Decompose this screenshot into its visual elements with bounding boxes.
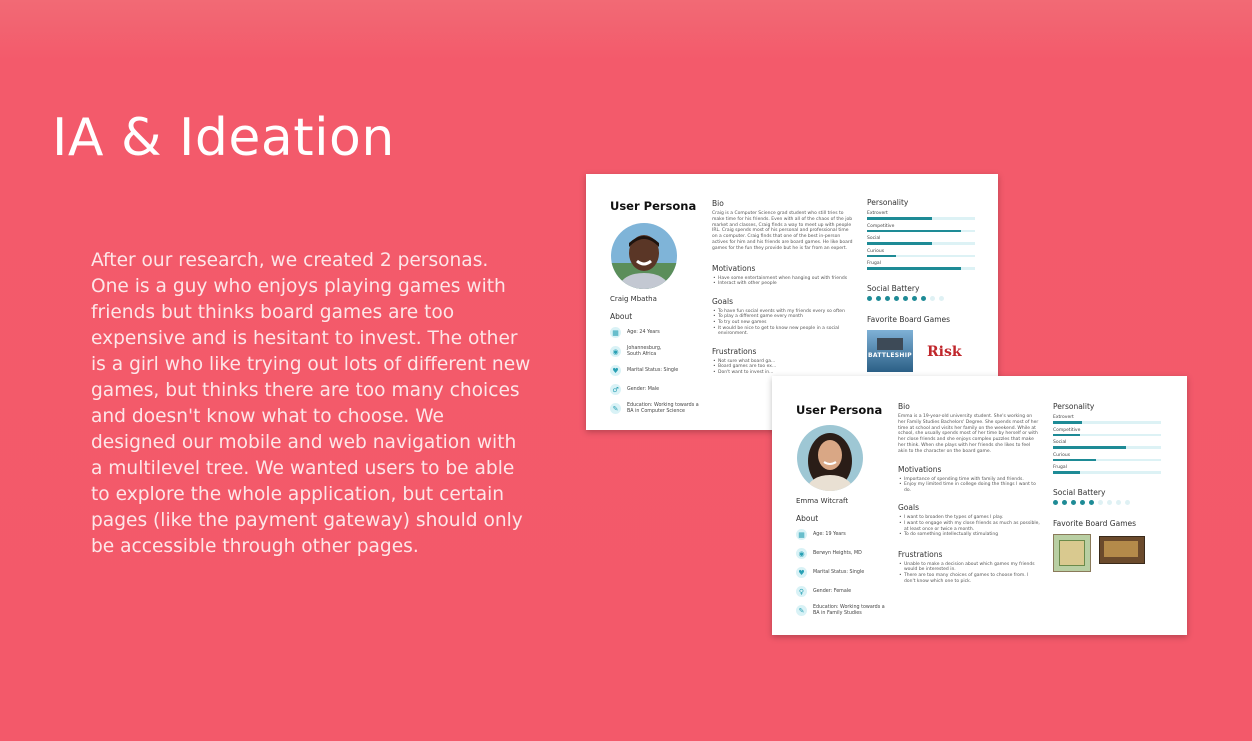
battery-dot <box>1098 500 1103 505</box>
battery-dot <box>876 296 881 301</box>
social-battery-heading: Social Battery <box>867 283 920 293</box>
list-item: • Importance of spending time with family and friends. <box>898 477 1041 483</box>
trait-bar <box>1053 446 1161 449</box>
persona-card-emma <box>772 376 1187 635</box>
battery-dot <box>1089 500 1094 505</box>
about-heading: About <box>796 514 819 523</box>
frustrations-heading: Frustrations <box>712 346 757 356</box>
list-item: • Not sure what board ga... <box>712 359 854 365</box>
persona-name: Craig Mbatha <box>610 295 657 303</box>
trait-label: Competitive <box>1053 427 1081 433</box>
description-text: After our research, we created 2 personas. One is a guy who enjoys playing games with friends but thinks board games are too expensive and is hesitant to invest. The other is a girl who like trying out lots of different new games, but thinks there are too many choices and doesn't know what to choose. We designed our mobile and web navigation with a multilevel tree. We wanted users to be able to explore the whole application, but certain pages (like the payment gateway) should only be accessible through other pages. <box>91 250 531 557</box>
persona-right-column <box>1053 402 1165 572</box>
battery-dot <box>885 296 890 301</box>
game-box-image <box>1053 534 1091 572</box>
frustrations-list <box>898 562 1041 584</box>
list-item: • To play a different game every month <box>712 314 854 320</box>
persona-right-column <box>867 198 979 372</box>
frustrations-list <box>712 359 854 376</box>
goals-heading: Goals <box>898 503 919 513</box>
avatar <box>611 223 677 289</box>
frustrations-heading: Frustrations <box>898 549 943 559</box>
battery-dot <box>1125 500 1130 505</box>
persona-heading: User Persona <box>610 199 697 213</box>
trait-bar-fill <box>867 267 961 270</box>
about-list <box>796 527 886 618</box>
trait-bar <box>867 255 975 258</box>
list-item: • I want to broaden the types of games I play. <box>898 515 1041 521</box>
persona-heading: User Persona <box>796 403 883 417</box>
trait-bar <box>867 217 975 220</box>
about-location: ◉ Berwyn Heights, MD <box>796 546 886 561</box>
battery-dot <box>921 296 926 301</box>
trait-bar-fill <box>1053 471 1080 474</box>
list-item: • There are too many choices of games to choose from. I don't know which one to pick. <box>898 573 1041 584</box>
favorite-games-heading: Favorite Board Games <box>1053 518 1137 528</box>
trait-bar <box>867 230 975 233</box>
game-board-image <box>1099 536 1145 564</box>
bio-text: Craig is a Computer Science grad student who still tries to make time for his friends. Even with all of the chaos of the job market and classes, Craig finds a way to meet up with people IRL. Craig spends most of his personal and professional time on a computer. Craig finds that one of the best in-person actives for him and his friends are board games. He like board games for the fun they provide but he is far from an expert. <box>712 211 853 251</box>
about-list <box>610 325 700 416</box>
trait-bar-fill <box>867 230 961 233</box>
battery-dot <box>930 296 935 301</box>
about-location: ◉ Johannesburg, South Africa <box>610 344 700 359</box>
risk-game-logo: Risk <box>927 343 962 360</box>
persona-middle-column <box>898 402 1041 584</box>
about-education: ✎ Education: Working towards a BA in Family Studies <box>796 603 886 618</box>
list-item: • Enjoy my limited time in college doing the things I want to do. <box>898 482 1041 493</box>
list-item: • Don't want to invest in... <box>712 370 854 376</box>
trait-bar-fill <box>1053 446 1126 449</box>
battery-dot <box>912 296 917 301</box>
persona-middle-column <box>712 199 854 376</box>
trait-bar-fill <box>1053 421 1082 424</box>
list-item: • Interact with other people <box>712 281 854 287</box>
list-item: • Unable to make a decision about which games my friends would be interested in. <box>898 562 1041 573</box>
motivations-list <box>712 276 854 287</box>
social-battery-dots <box>1053 500 1165 505</box>
list-item: • To do something intellectually stimulating <box>898 532 1041 538</box>
trait-bar <box>1053 434 1161 437</box>
battery-dot <box>1107 500 1112 505</box>
favorite-games <box>1053 534 1165 572</box>
trait-bar <box>1053 471 1161 474</box>
battery-dot <box>939 296 944 301</box>
graduation-icon: ✎ <box>796 605 807 616</box>
persona-left-column <box>610 199 700 416</box>
persona-left-column <box>796 403 886 618</box>
page-title: IA & Ideation <box>52 108 395 168</box>
trait-bar-fill <box>1053 459 1096 462</box>
about-marital: ♥ Marital Status: Single <box>796 565 886 580</box>
about-marital: ♥ Marital Status: Single <box>610 363 700 378</box>
battery-dot <box>867 296 872 301</box>
social-battery-dots <box>867 296 979 301</box>
trait-bar <box>867 267 975 270</box>
location-icon: ◉ <box>610 346 621 357</box>
trait-label: Extrovert <box>1053 415 1074 420</box>
trait-bar-fill <box>1053 434 1080 437</box>
trait-bar <box>1053 459 1161 462</box>
trait-label: Competitive <box>867 223 895 229</box>
calendar-icon: ▦ <box>610 327 621 338</box>
trait-label: Frugal <box>867 261 881 266</box>
list-item: • To have fun social events with my friends every so often <box>712 309 854 315</box>
gender-icon: ♂ <box>610 384 621 395</box>
trait-bar-fill <box>867 242 932 245</box>
trait-label: Social <box>867 236 881 241</box>
trait-bar <box>1053 421 1161 424</box>
social-battery-heading: Social Battery <box>1053 487 1106 497</box>
motivations-heading: Motivations <box>898 464 942 474</box>
battery-dot <box>1053 500 1058 505</box>
favorite-games <box>867 330 979 372</box>
list-item: • Board games are too ex... <box>712 364 854 370</box>
bio-heading: Bio <box>898 402 910 411</box>
personality-heading: Personality <box>867 198 909 207</box>
personality-traits <box>867 211 979 270</box>
personality-traits <box>1053 415 1165 474</box>
gender-icon: ♀ <box>796 586 807 597</box>
battery-dot <box>894 296 899 301</box>
trait-label: Social <box>1053 440 1067 445</box>
heart-icon: ♥ <box>610 365 621 376</box>
list-item: • Have some entertainment when hanging out with friends <box>712 276 854 282</box>
battery-dot <box>1071 500 1076 505</box>
list-item: • To try out new games <box>712 320 854 326</box>
list-item: • It would be nice to get to know new people in a social environment. <box>712 326 854 337</box>
battleship-game-image: BATTLESHIP <box>867 330 913 372</box>
goals-heading: Goals <box>712 296 733 306</box>
battery-dot <box>1116 500 1121 505</box>
trait-bar-fill <box>867 255 896 258</box>
list-item: • I want to engage with my close friends as much as possible, at least once or twice a month. <box>898 521 1041 532</box>
trait-label: Extrovert <box>867 211 888 216</box>
about-age: ▦ Age: 19 Years <box>796 527 886 542</box>
bio-text: Emma is a 19-year-old university student. She's working on her Family Studies Bachelors' Degree. She spends most of her time at school and visits her family on the weekend. While at school, she usually spends most of her time by herself or with her close friends and she enjoys complex puzzles that make her think. When she plays with her friends she likes to feel akin to the character on the board game. <box>898 414 1039 454</box>
about-heading: About <box>610 312 633 321</box>
persona-name: Emma Witcraft <box>796 497 849 505</box>
avatar <box>797 425 863 491</box>
trait-bar <box>867 242 975 245</box>
trait-label: Frugal <box>1053 465 1067 470</box>
motivations-list <box>898 477 1041 494</box>
about-age: ▦ Age: 24 Years <box>610 325 700 340</box>
battery-dot <box>1080 500 1085 505</box>
heart-icon: ♥ <box>796 567 807 578</box>
battery-dot <box>1062 500 1067 505</box>
bio-heading: Bio <box>712 199 724 208</box>
about-gender: ♂ Gender: Male <box>610 382 700 397</box>
location-icon: ◉ <box>796 548 807 559</box>
trait-label: Curious <box>1053 452 1071 458</box>
about-gender: ♀ Gender: Female <box>796 584 886 599</box>
trait-label: Curious <box>867 248 885 254</box>
motivations-heading: Motivations <box>712 263 756 273</box>
goals-list <box>898 515 1041 537</box>
graduation-icon: ✎ <box>610 403 621 414</box>
about-education: ✎ Education: Working towards a BA in Computer Science <box>610 401 700 416</box>
trait-bar-fill <box>867 217 932 220</box>
calendar-icon: ▦ <box>796 529 807 540</box>
personality-heading: Personality <box>1053 402 1095 411</box>
goals-list <box>712 309 854 337</box>
battery-dot <box>903 296 908 301</box>
favorite-games-heading: Favorite Board Games <box>867 314 951 324</box>
